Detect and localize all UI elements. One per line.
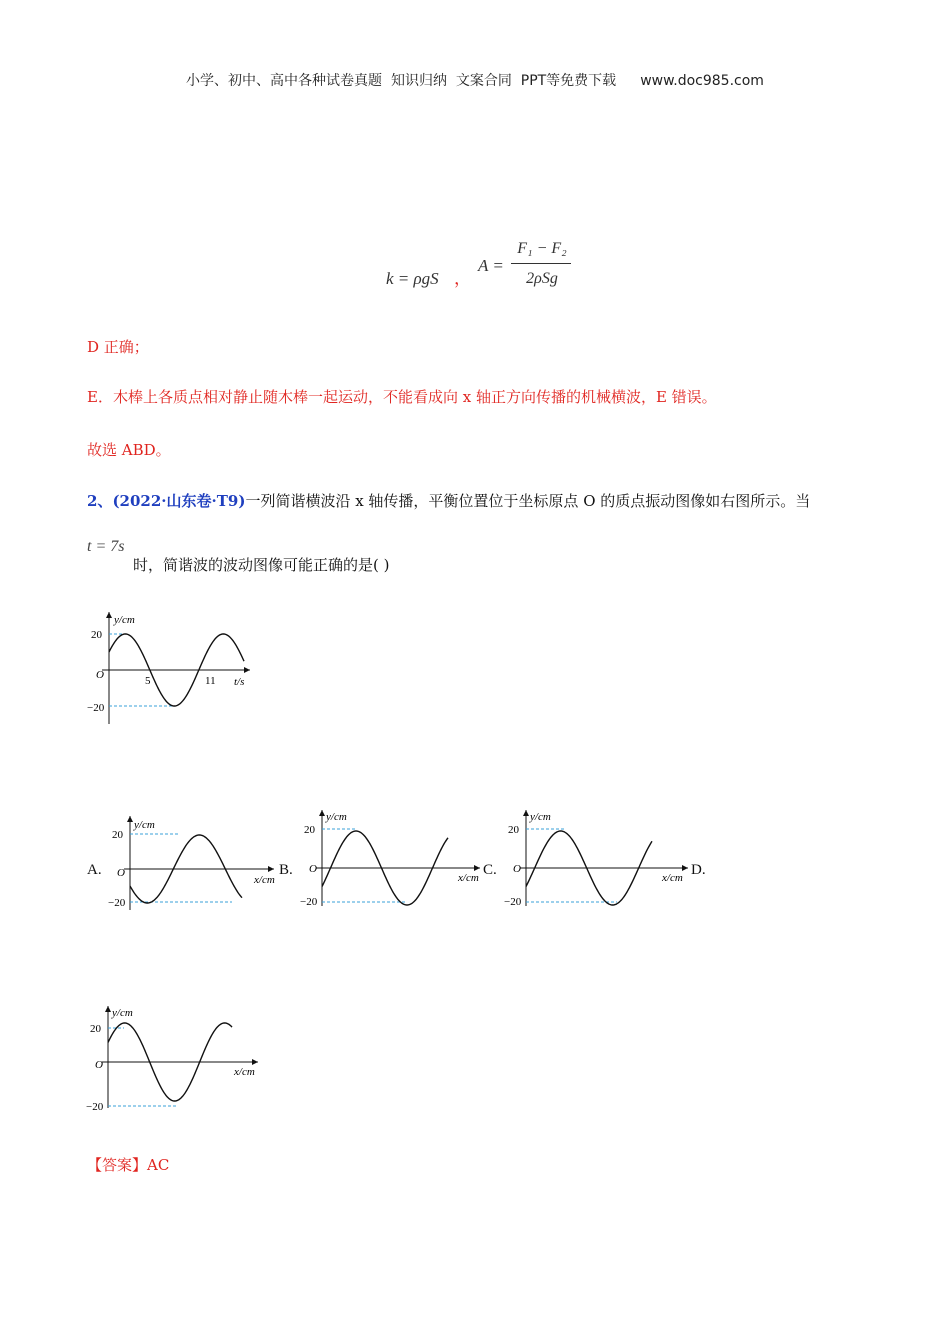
answer-label: 【答案】: [87, 1156, 148, 1174]
y-axis-label: y/cm: [114, 614, 135, 626]
t-axis-label: t/s: [234, 676, 245, 688]
header-site[interactable]: www.doc985.com: [640, 73, 764, 89]
question-number: 2、: [87, 492, 113, 510]
solution-line-pick: 故选 ABD。: [87, 441, 171, 459]
formula-k: k = ρgS: [386, 269, 439, 288]
option-b-label[interactable]: B.: [279, 862, 293, 878]
origin-label: O: [513, 863, 521, 875]
origin-label: O: [117, 867, 125, 879]
tick-pos: 20: [91, 629, 102, 641]
tick-neg: −20: [504, 896, 522, 908]
formula-a-denominator: 2ρSg: [526, 270, 558, 287]
question-text-2: 时，简谐波的波动图像可能正确的是( ): [133, 556, 390, 574]
y-axis-label: y/cm: [326, 811, 347, 823]
tick-pos: 20: [90, 1023, 101, 1035]
tick-neg: −20: [87, 702, 105, 714]
tick-pos: 20: [304, 824, 315, 836]
question-time: t = 7s: [87, 538, 125, 555]
fraction-bar: [511, 263, 571, 264]
answer-line: [87, 1154, 169, 1175]
origin-label: O: [95, 1059, 103, 1071]
page-header: [0, 70, 950, 90]
tick-5: 5: [145, 675, 151, 687]
x-axis-label: x/cm: [662, 872, 683, 884]
question-text-1: 一列简谐横波沿 x 轴传播，平衡位置位于坐标原点 O 的质点振动图像如右图所示。当: [245, 492, 811, 510]
question-source: (2022·山东卷·T9): [112, 492, 246, 510]
formula-a-numerator: F₁ − F₂: [517, 240, 567, 257]
tick-neg: −20: [108, 897, 126, 909]
x-axis-label: x/cm: [254, 874, 275, 886]
tick-pos: 20: [112, 829, 123, 841]
option-a-graph[interactable]: [104, 812, 284, 912]
tick-pos: 20: [508, 824, 519, 836]
vibration-graph: [82, 606, 262, 728]
option-c-label[interactable]: C.: [483, 862, 497, 878]
origin-label: O: [309, 863, 317, 875]
origin-label: O: [96, 669, 104, 681]
option-d-graph[interactable]: [82, 1002, 272, 1112]
option-d-label[interactable]: D.: [691, 862, 706, 878]
option-b-graph[interactable]: [296, 806, 496, 910]
tick-neg: −20: [300, 896, 318, 908]
header-text: 小学、初中、高中各种试卷真题 知识归纳 文案合同 PPT等免费下载: [186, 73, 617, 89]
answer-value: AC: [147, 1156, 170, 1174]
formula-separator: ，: [454, 269, 471, 288]
formula-block: [380, 236, 580, 300]
y-axis-label: y/cm: [134, 819, 155, 831]
tick-neg: −20: [86, 1101, 104, 1112]
option-a-label[interactable]: A.: [87, 862, 102, 878]
solution-line-e: E．木棒上各质点相对静止随木棒一起运动，不能看成向 x 轴正方向传播的机械横波，E 错误。: [87, 388, 717, 406]
x-axis-label: x/cm: [458, 872, 479, 884]
question-line-1: [87, 490, 810, 511]
x-axis-label: x/cm: [234, 1066, 255, 1078]
tick-11: 11: [205, 675, 216, 687]
y-axis-label: y/cm: [530, 811, 551, 823]
y-axis-label: y/cm: [112, 1007, 133, 1019]
option-c-graph[interactable]: [500, 806, 700, 910]
solution-line-d: D 正确；: [87, 338, 149, 356]
formula-a-lhs: A =: [478, 256, 504, 275]
